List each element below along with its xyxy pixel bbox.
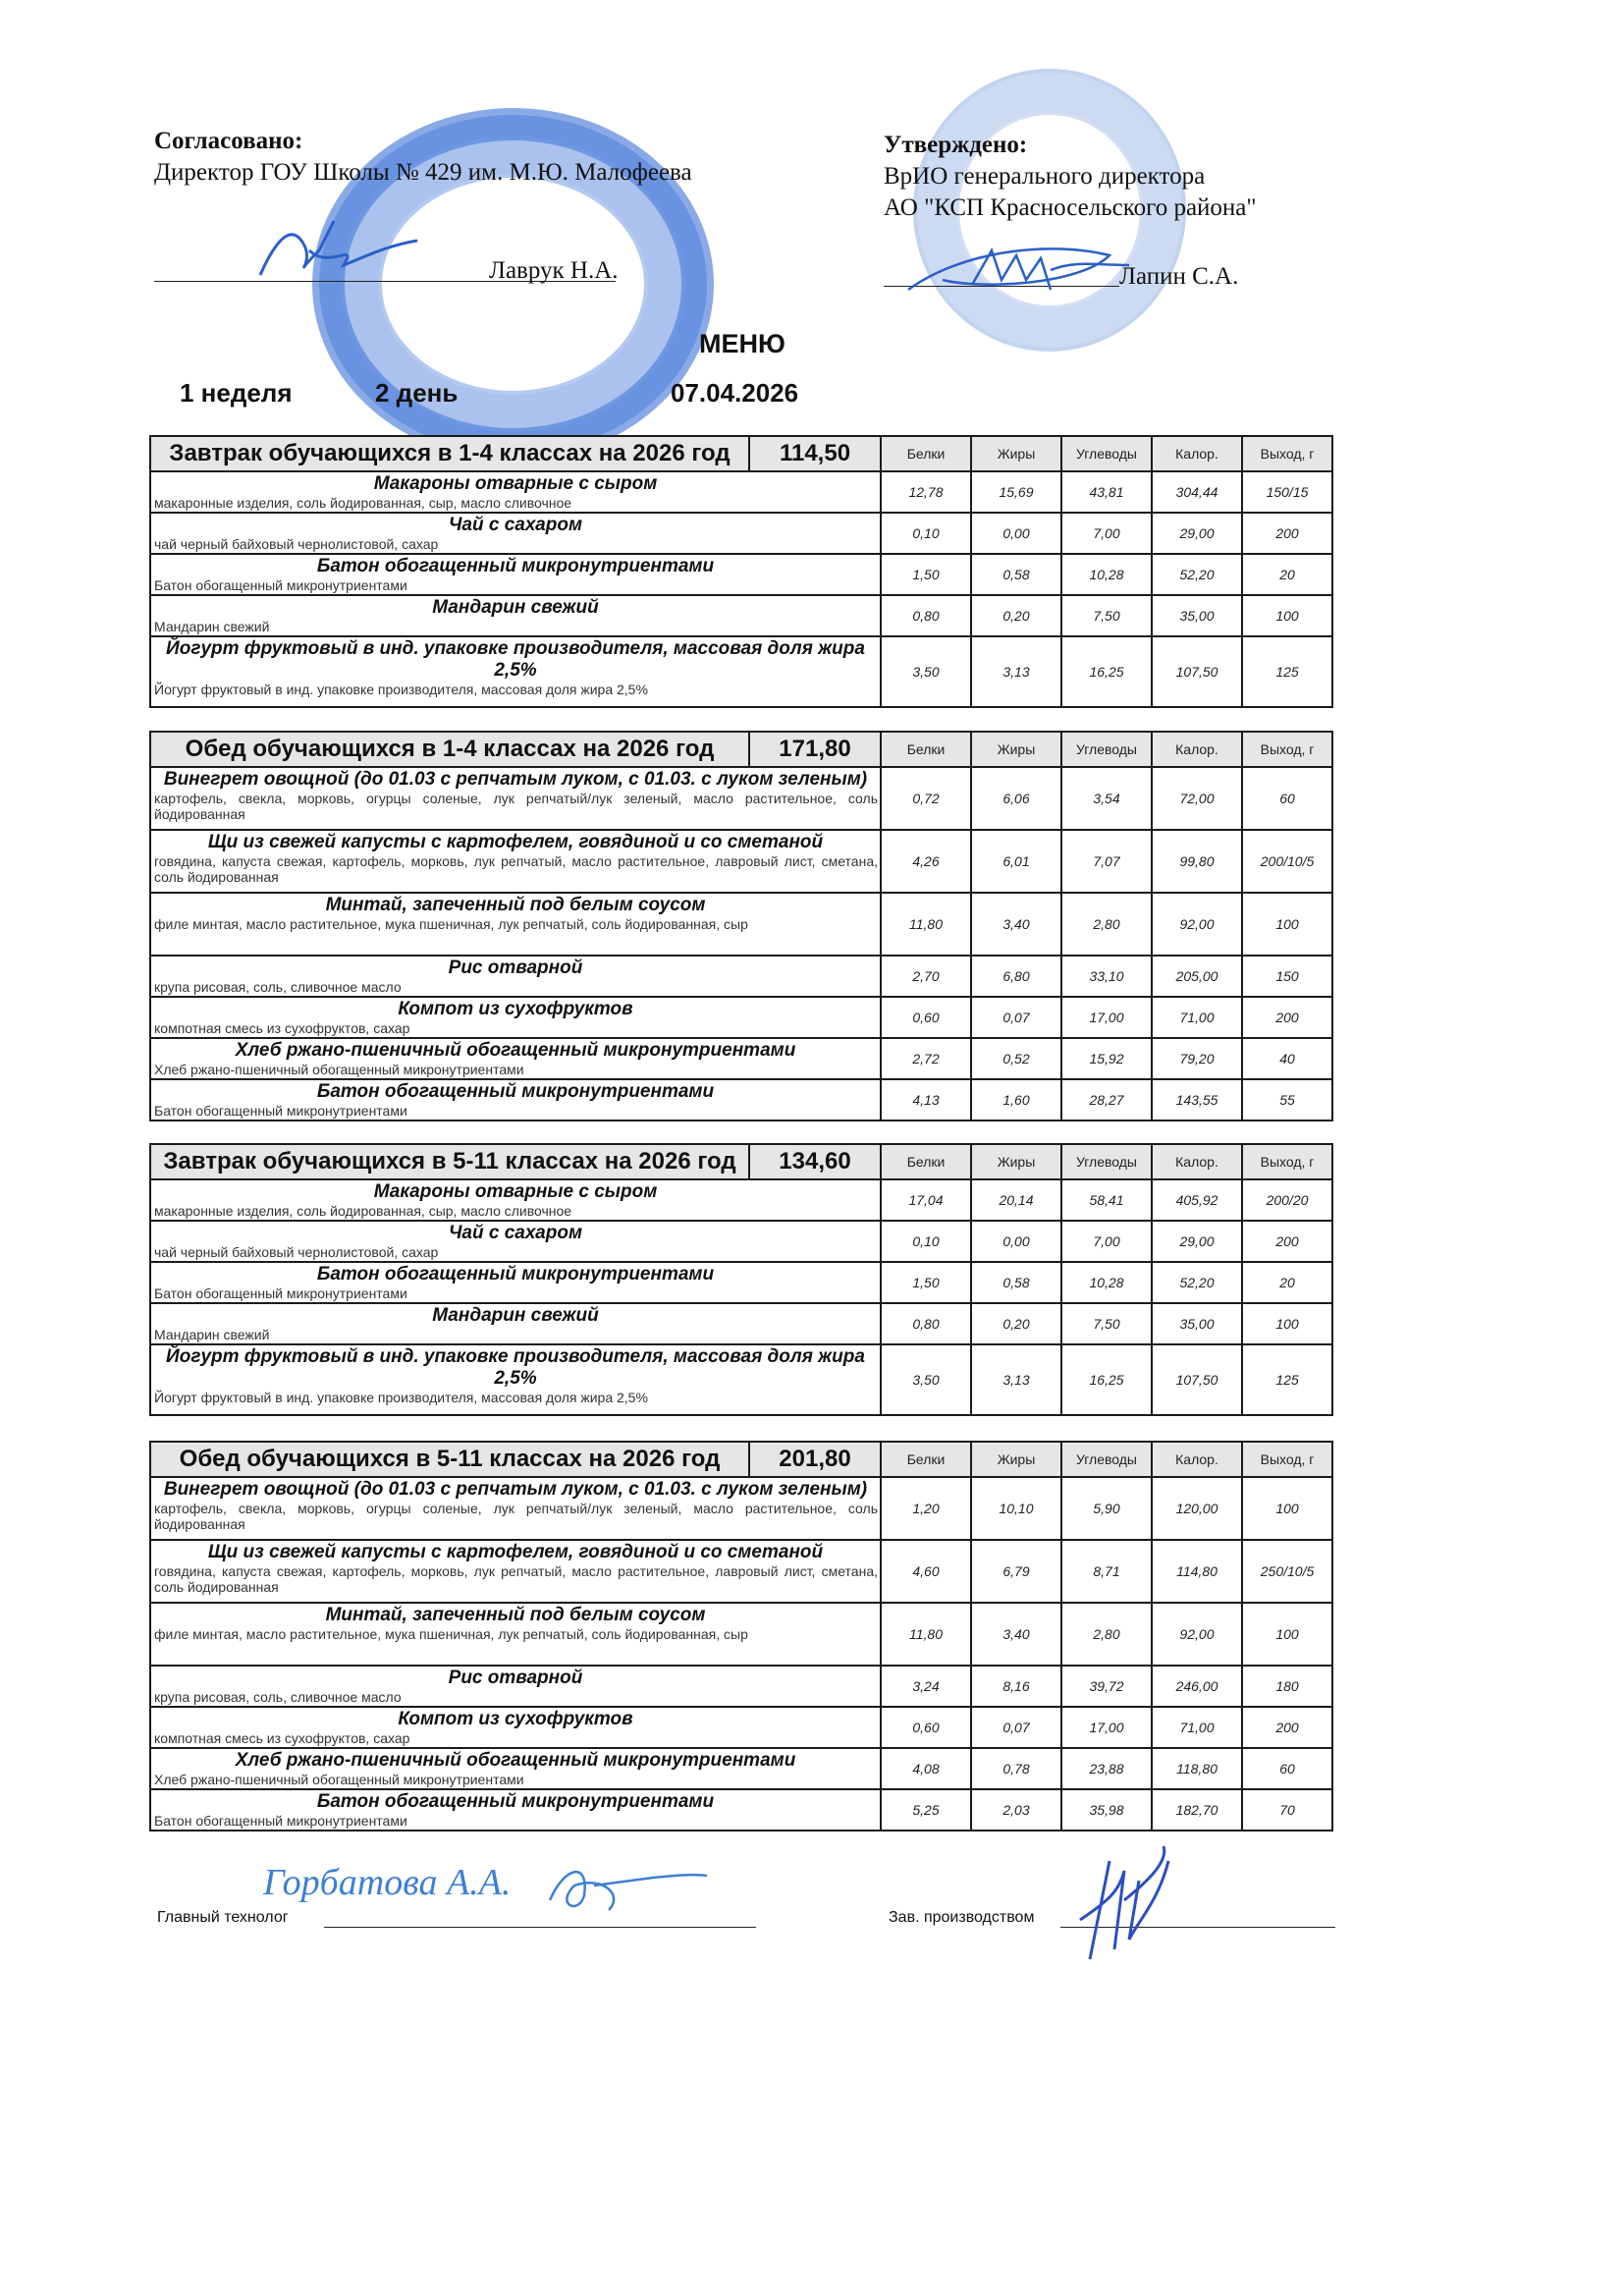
nutrition-value: 0,10 [881, 513, 971, 554]
approved-position-line1: ВрИО генерального директора [884, 163, 1206, 190]
column-header: Выход, г [1242, 1144, 1332, 1179]
dish-ingredients: Мандарин свежий [154, 1327, 270, 1342]
production-head-signature-line [1060, 1927, 1335, 1928]
section-title: Завтрак обучающихся в 1-4 классах на 2026 год [150, 436, 749, 471]
dish-name: Рис отварной [448, 957, 583, 978]
nutrition-value: 200 [1242, 997, 1332, 1038]
menu-section-table [149, 1143, 1333, 1416]
dish-row [150, 1262, 1332, 1303]
section-price: 114,50 [749, 436, 881, 471]
dish-row [150, 471, 1332, 513]
dish-ingredients: Йогурт фруктовый в инд. упаковке производителя, массовая доля жира 2,5% [154, 1390, 648, 1405]
nutrition-value: 182,70 [1152, 1789, 1242, 1831]
column-header: Углеводы [1061, 732, 1152, 767]
dish-cell [150, 1666, 881, 1707]
nutrition-value: 1,20 [881, 1477, 971, 1540]
dish-cell [150, 471, 881, 513]
nutrition-value: 100 [1242, 1603, 1332, 1666]
column-header: Калор. [1152, 732, 1242, 767]
dish-cell [150, 1179, 881, 1221]
dish-ingredients: компотная смесь из сухофруктов, сахар [154, 1730, 410, 1746]
nutrition-value: 304,44 [1152, 471, 1242, 513]
column-header: Калор. [1152, 1144, 1242, 1179]
nutrition-value: 39,72 [1061, 1666, 1152, 1707]
column-header: Выход, г [1242, 732, 1332, 767]
nutrition-value: 7,00 [1061, 1221, 1152, 1262]
section-header-row [150, 1144, 1332, 1179]
column-header: Белки [881, 436, 971, 471]
column-header: Калор. [1152, 436, 1242, 471]
nutrition-value: 10,28 [1061, 554, 1152, 595]
dish-cell [150, 1221, 881, 1262]
nutrition-value: 3,40 [971, 893, 1061, 956]
dish-name: Щи из свежей капусты с картофелем, говядиной и со сметаной [207, 1542, 824, 1562]
dish-name: Мандарин свежий [432, 597, 599, 618]
section-price: 171,80 [749, 732, 881, 767]
nutrition-value: 0,72 [881, 767, 971, 830]
nutrition-value: 79,20 [1152, 1038, 1242, 1079]
dish-name: Компот из сухофруктов [398, 999, 633, 1019]
nutrition-value: 114,80 [1152, 1540, 1242, 1603]
agreed-block [154, 126, 692, 189]
dish-cell [150, 956, 881, 997]
nutrition-value: 60 [1242, 1748, 1332, 1789]
section-price: 134,60 [749, 1144, 881, 1179]
nutrition-value: 150/15 [1242, 471, 1332, 513]
column-header: Выход, г [1242, 436, 1332, 471]
nutrition-value: 100 [1242, 893, 1332, 956]
nutrition-value: 0,58 [971, 554, 1061, 595]
column-header: Жиры [971, 732, 1061, 767]
dish-name: Йогурт фруктовый в инд. упаковке производителя, массовая доля жира 2,5% [166, 638, 865, 681]
dish-ingredients: Батон обогащенный микронутриентами [154, 577, 407, 593]
nutrition-value: 0,00 [971, 513, 1061, 554]
chief-technologist-handwritten-name: Горбатова А.А. [263, 1862, 512, 1903]
nutrition-value: 29,00 [1152, 513, 1242, 554]
dish-row [150, 1477, 1332, 1540]
nutrition-value: 405,92 [1152, 1179, 1242, 1221]
nutrition-value: 3,54 [1061, 767, 1152, 830]
nutrition-value: 10,28 [1061, 1262, 1152, 1303]
dish-row [150, 1707, 1332, 1748]
dish-ingredients: картофель, свекла, морковь, огурцы соленые, лук репчатый/лук зеленый, масло растительное, соль йодированная [154, 1501, 878, 1532]
nutrition-value: 35,00 [1152, 595, 1242, 636]
dish-cell [150, 997, 881, 1038]
dish-name: Макароны отварные с сыром [373, 1181, 658, 1202]
nutrition-value: 7,50 [1061, 595, 1152, 636]
nutrition-value: 4,26 [881, 830, 971, 893]
dish-ingredients: говядина, капуста свежая, картофель, морковь, лук репчатый, масло растительное, лавровый лист, сметана, соль йодированная [154, 853, 878, 885]
nutrition-value: 7,07 [1061, 830, 1152, 893]
nutrition-value: 4,60 [881, 1540, 971, 1603]
nutrition-value: 4,13 [881, 1079, 971, 1121]
nutrition-value: 16,25 [1061, 636, 1152, 707]
dish-name: Батон обогащенный микронутриентами [316, 1791, 715, 1812]
nutrition-value: 20 [1242, 554, 1332, 595]
dish-row [150, 1038, 1332, 1079]
nutrition-value: 2,70 [881, 956, 971, 997]
nutrition-value: 0,58 [971, 1262, 1061, 1303]
menu-section-table [149, 435, 1333, 708]
dish-cell [150, 636, 881, 707]
nutrition-value: 6,01 [971, 830, 1061, 893]
agreed-title: Согласовано: [154, 128, 303, 154]
dish-row [150, 595, 1332, 636]
nutrition-value: 107,50 [1152, 636, 1242, 707]
nutrition-value: 2,72 [881, 1038, 971, 1079]
nutrition-value: 99,80 [1152, 830, 1242, 893]
dish-row [150, 1079, 1332, 1121]
section-title: Завтрак обучающихся в 5-11 классах на 2026 год [150, 1144, 749, 1179]
dish-name: Йогурт фруктовый в инд. упаковке производителя, массовая доля жира 2,5% [166, 1346, 865, 1389]
column-header: Белки [881, 732, 971, 767]
menu-section-table [149, 1441, 1333, 1831]
week-label: 1 неделя [180, 378, 293, 408]
nutrition-value: 100 [1242, 1303, 1332, 1344]
nutrition-value: 250/10/5 [1242, 1540, 1332, 1603]
dish-row [150, 636, 1332, 707]
dish-ingredients: чай черный байховый чернолистовой, сахар [154, 1244, 439, 1260]
nutrition-value: 0,80 [881, 595, 971, 636]
approved-signatory: Лапин С.А. [1119, 263, 1239, 290]
nutrition-value: 125 [1242, 1344, 1332, 1415]
dish-ingredients: Батон обогащенный микронутриентами [154, 1813, 407, 1829]
dish-cell [150, 1303, 881, 1344]
agreed-signature-icon [250, 211, 427, 290]
nutrition-value: 60 [1242, 767, 1332, 830]
nutrition-value: 100 [1242, 1477, 1332, 1540]
nutrition-value: 0,78 [971, 1748, 1061, 1789]
nutrition-value: 15,92 [1061, 1038, 1152, 1079]
dish-row [150, 997, 1332, 1038]
production-head-signature-icon [1070, 1841, 1178, 1969]
column-header: Калор. [1152, 1442, 1242, 1477]
nutrition-value: 6,80 [971, 956, 1061, 997]
nutrition-value: 3,24 [881, 1666, 971, 1707]
nutrition-value: 0,07 [971, 997, 1061, 1038]
nutrition-value: 2,80 [1061, 893, 1152, 956]
nutrition-value: 200 [1242, 1707, 1332, 1748]
nutrition-value: 4,08 [881, 1748, 971, 1789]
dish-row [150, 1603, 1332, 1666]
nutrition-value: 0,10 [881, 1221, 971, 1262]
nutrition-value: 23,88 [1061, 1748, 1152, 1789]
dish-row [150, 893, 1332, 956]
nutrition-value: 118,80 [1152, 1748, 1242, 1789]
dish-row [150, 1748, 1332, 1789]
nutrition-value: 11,80 [881, 893, 971, 956]
dish-cell [150, 830, 881, 893]
nutrition-value: 3,13 [971, 1344, 1061, 1415]
nutrition-value: 200/10/5 [1242, 830, 1332, 893]
section-price: 201,80 [749, 1442, 881, 1477]
dish-name: Батон обогащенный микронутриентами [316, 1081, 715, 1102]
approved-signature-line [884, 286, 1119, 287]
nutrition-value: 17,00 [1061, 1707, 1152, 1748]
dish-ingredients: Батон обогащенный микронутриентами [154, 1285, 407, 1301]
dish-cell [150, 1477, 881, 1540]
dish-name: Минтай, запеченный под белым соусом [325, 895, 706, 915]
column-header: Жиры [971, 1442, 1061, 1477]
dish-row [150, 1221, 1332, 1262]
nutrition-value: 0,07 [971, 1707, 1061, 1748]
dish-cell [150, 1707, 881, 1748]
nutrition-value: 0,20 [971, 1303, 1061, 1344]
nutrition-value: 35,98 [1061, 1789, 1152, 1831]
dish-ingredients: крупа рисовая, соль, сливочное масло [154, 979, 402, 995]
nutrition-value: 17,00 [1061, 997, 1152, 1038]
nutrition-value: 0,60 [881, 997, 971, 1038]
chief-technologist-signature-line [324, 1927, 756, 1928]
nutrition-value: 6,06 [971, 767, 1061, 830]
nutrition-value: 7,00 [1061, 513, 1152, 554]
dish-cell [150, 1748, 881, 1789]
nutrition-value: 92,00 [1152, 893, 1242, 956]
dish-row [150, 513, 1332, 554]
nutrition-value: 52,20 [1152, 1262, 1242, 1303]
nutrition-value: 92,00 [1152, 1603, 1242, 1666]
dish-name: Щи из свежей капусты с картофелем, говядиной и со сметаной [207, 832, 824, 852]
dish-row [150, 1179, 1332, 1221]
dish-ingredients: картофель, свекла, морковь, огурцы соленые, лук репчатый/лук зеленый, масло растительное, соль йодированная [154, 791, 878, 822]
nutrition-value: 43,81 [1061, 471, 1152, 513]
nutrition-value: 40 [1242, 1038, 1332, 1079]
nutrition-value: 33,10 [1061, 956, 1152, 997]
dish-cell [150, 1789, 881, 1831]
nutrition-value: 3,40 [971, 1603, 1061, 1666]
dish-name: Батон обогащенный микронутриентами [316, 1264, 715, 1285]
nutrition-value: 15,69 [971, 471, 1061, 513]
dish-ingredients: Мандарин свежий [154, 619, 270, 634]
nutrition-value: 72,00 [1152, 767, 1242, 830]
dish-ingredients: макаронные изделия, соль йодированная, сыр, масло сливочное [154, 495, 572, 511]
dish-ingredients: крупа рисовая, соль, сливочное масло [154, 1689, 402, 1705]
chief-technologist-signature-icon [535, 1856, 712, 1925]
nutrition-value: 3,13 [971, 636, 1061, 707]
approved-title: Утверждено: [884, 132, 1028, 158]
dish-cell [150, 513, 881, 554]
nutrition-value: 70 [1242, 1789, 1332, 1831]
nutrition-value: 5,25 [881, 1789, 971, 1831]
section-header-row [150, 1442, 1332, 1477]
nutrition-value: 52,20 [1152, 554, 1242, 595]
section-title: Обед обучающихся в 5-11 классах на 2026 год [150, 1442, 749, 1477]
section-header-row [150, 436, 1332, 471]
dish-ingredients: компотная смесь из сухофруктов, сахар [154, 1020, 410, 1036]
nutrition-value: 107,50 [1152, 1344, 1242, 1415]
nutrition-value: 1,50 [881, 554, 971, 595]
nutrition-value: 180 [1242, 1666, 1332, 1707]
nutrition-value: 0,52 [971, 1038, 1061, 1079]
dish-name: Винегрет овощной (до 01.03 с репчатым луком, с 01.03. с луком зеленым) [163, 1479, 868, 1500]
approved-block [884, 130, 1257, 224]
nutrition-value: 205,00 [1152, 956, 1242, 997]
dish-ingredients: Хлеб ржано-пшеничный обогащенный микронутриентами [154, 1772, 524, 1787]
dish-name: Батон обогащенный микронутриентами [316, 556, 715, 576]
nutrition-value: 1,60 [971, 1079, 1061, 1121]
column-header: Углеводы [1061, 1442, 1152, 1477]
dish-row [150, 1540, 1332, 1603]
nutrition-value: 20 [1242, 1262, 1332, 1303]
nutrition-value: 71,00 [1152, 997, 1242, 1038]
dish-row [150, 767, 1332, 830]
nutrition-value: 5,90 [1061, 1477, 1152, 1540]
dish-name: Компот из сухофруктов [398, 1709, 633, 1729]
nutrition-value: 0,80 [881, 1303, 971, 1344]
dish-ingredients: Хлеб ржано-пшеничный обогащенный микронутриентами [154, 1062, 524, 1077]
nutrition-value: 20,14 [971, 1179, 1061, 1221]
nutrition-value: 12,78 [881, 471, 971, 513]
nutrition-value: 16,25 [1061, 1344, 1152, 1415]
chief-technologist-label: Главный технолог [157, 1909, 289, 1926]
nutrition-value: 200/20 [1242, 1179, 1332, 1221]
dish-ingredients: говядина, капуста свежая, картофель, морковь, лук репчатый, масло растительное, лавровый лист, сметана, соль йодированная [154, 1563, 878, 1595]
dish-ingredients: чай черный байховый чернолистовой, сахар [154, 536, 439, 552]
nutrition-value: 150 [1242, 956, 1332, 997]
dish-row [150, 1789, 1332, 1831]
agreed-position: Директор ГОУ Школы № 429 им. М.Ю. Малофеева [154, 159, 692, 186]
dish-name: Винегрет овощной (до 01.03 с репчатым луком, с 01.03. с луком зеленым) [163, 769, 868, 790]
menu-date: 07.04.2026 [671, 378, 799, 408]
dish-cell [150, 893, 881, 956]
dish-name: Чай с сахаром [448, 515, 583, 535]
production-head-label: Зав. производством [889, 1909, 1035, 1926]
nutrition-value: 6,79 [971, 1540, 1061, 1603]
dish-name: Макароны отварные с сыром [373, 473, 658, 494]
dish-name: Рис отварной [448, 1667, 583, 1688]
dish-cell [150, 1603, 881, 1666]
dish-row [150, 830, 1332, 893]
agreed-signatory: Лаврук Н.А. [489, 257, 619, 284]
nutrition-value: 8,16 [971, 1666, 1061, 1707]
nutrition-value: 35,00 [1152, 1303, 1242, 1344]
column-header: Жиры [971, 436, 1061, 471]
nutrition-value: 246,00 [1152, 1666, 1242, 1707]
dish-ingredients: филе минтая, масло растительное, мука пшеничная, лук репчатый, соль йодированная, сыр [154, 1626, 748, 1642]
dish-name: Хлеб ржано-пшеничный обогащенный микронутриентами [235, 1040, 796, 1061]
dish-name: Минтай, запеченный под белым соусом [325, 1605, 706, 1625]
nutrition-value: 2,03 [971, 1789, 1061, 1831]
nutrition-value: 7,50 [1061, 1303, 1152, 1344]
dish-ingredients: макаронные изделия, соль йодированная, сыр, масло сливочное [154, 1203, 572, 1219]
nutrition-value: 200 [1242, 513, 1332, 554]
nutrition-value: 143,55 [1152, 1079, 1242, 1121]
nutrition-value: 2,80 [1061, 1603, 1152, 1666]
nutrition-value: 1,50 [881, 1262, 971, 1303]
section-header-row [150, 732, 1332, 767]
dish-cell [150, 1540, 881, 1603]
approved-position-line2: АО "КСП Красносельского района" [884, 194, 1257, 221]
dish-ingredients: Батон обогащенный микронутриентами [154, 1103, 407, 1119]
menu-title: МЕНЮ [699, 329, 785, 358]
dish-cell [150, 554, 881, 595]
dish-row [150, 554, 1332, 595]
column-header: Жиры [971, 1144, 1061, 1179]
dish-row [150, 1666, 1332, 1707]
dish-ingredients: Йогурт фруктовый в инд. упаковке производителя, массовая доля жира 2,5% [154, 682, 648, 697]
dish-name: Чай с сахаром [448, 1223, 583, 1243]
dish-row [150, 956, 1332, 997]
dish-name: Хлеб ржано-пшеничный обогащенный микронутриентами [235, 1750, 796, 1771]
nutrition-value: 3,50 [881, 1344, 971, 1415]
dish-cell [150, 1262, 881, 1303]
column-header: Белки [881, 1442, 971, 1477]
nutrition-value: 0,00 [971, 1221, 1061, 1262]
day-label: 2 день [375, 378, 459, 408]
nutrition-value: 125 [1242, 636, 1332, 707]
approved-signature-icon [903, 231, 1139, 309]
nutrition-value: 55 [1242, 1079, 1332, 1121]
dish-cell [150, 595, 881, 636]
nutrition-value: 28,27 [1061, 1079, 1152, 1121]
column-header: Выход, г [1242, 1442, 1332, 1477]
nutrition-value: 10,10 [971, 1477, 1061, 1540]
dish-name: Мандарин свежий [432, 1305, 599, 1326]
nutrition-value: 0,20 [971, 595, 1061, 636]
column-header: Углеводы [1061, 436, 1152, 471]
nutrition-value: 29,00 [1152, 1221, 1242, 1262]
nutrition-value: 17,04 [881, 1179, 971, 1221]
nutrition-value: 200 [1242, 1221, 1332, 1262]
menu-section-table [149, 731, 1333, 1121]
dish-row [150, 1344, 1332, 1415]
dish-cell [150, 767, 881, 830]
nutrition-value: 3,50 [881, 636, 971, 707]
column-header: Белки [881, 1144, 971, 1179]
nutrition-value: 11,80 [881, 1603, 971, 1666]
dish-cell [150, 1079, 881, 1121]
nutrition-value: 8,71 [1061, 1540, 1152, 1603]
dish-row [150, 1303, 1332, 1344]
nutrition-value: 58,41 [1061, 1179, 1152, 1221]
dish-ingredients: филе минтая, масло растительное, мука пшеничная, лук репчатый, соль йодированная, сыр [154, 916, 748, 932]
nutrition-value: 0,60 [881, 1707, 971, 1748]
nutrition-value: 100 [1242, 595, 1332, 636]
nutrition-value: 120,00 [1152, 1477, 1242, 1540]
dish-cell [150, 1038, 881, 1079]
nutrition-value: 71,00 [1152, 1707, 1242, 1748]
section-title: Обед обучающихся в 1-4 классах на 2026 год [150, 732, 749, 767]
column-header: Углеводы [1061, 1144, 1152, 1179]
dish-cell [150, 1344, 881, 1415]
